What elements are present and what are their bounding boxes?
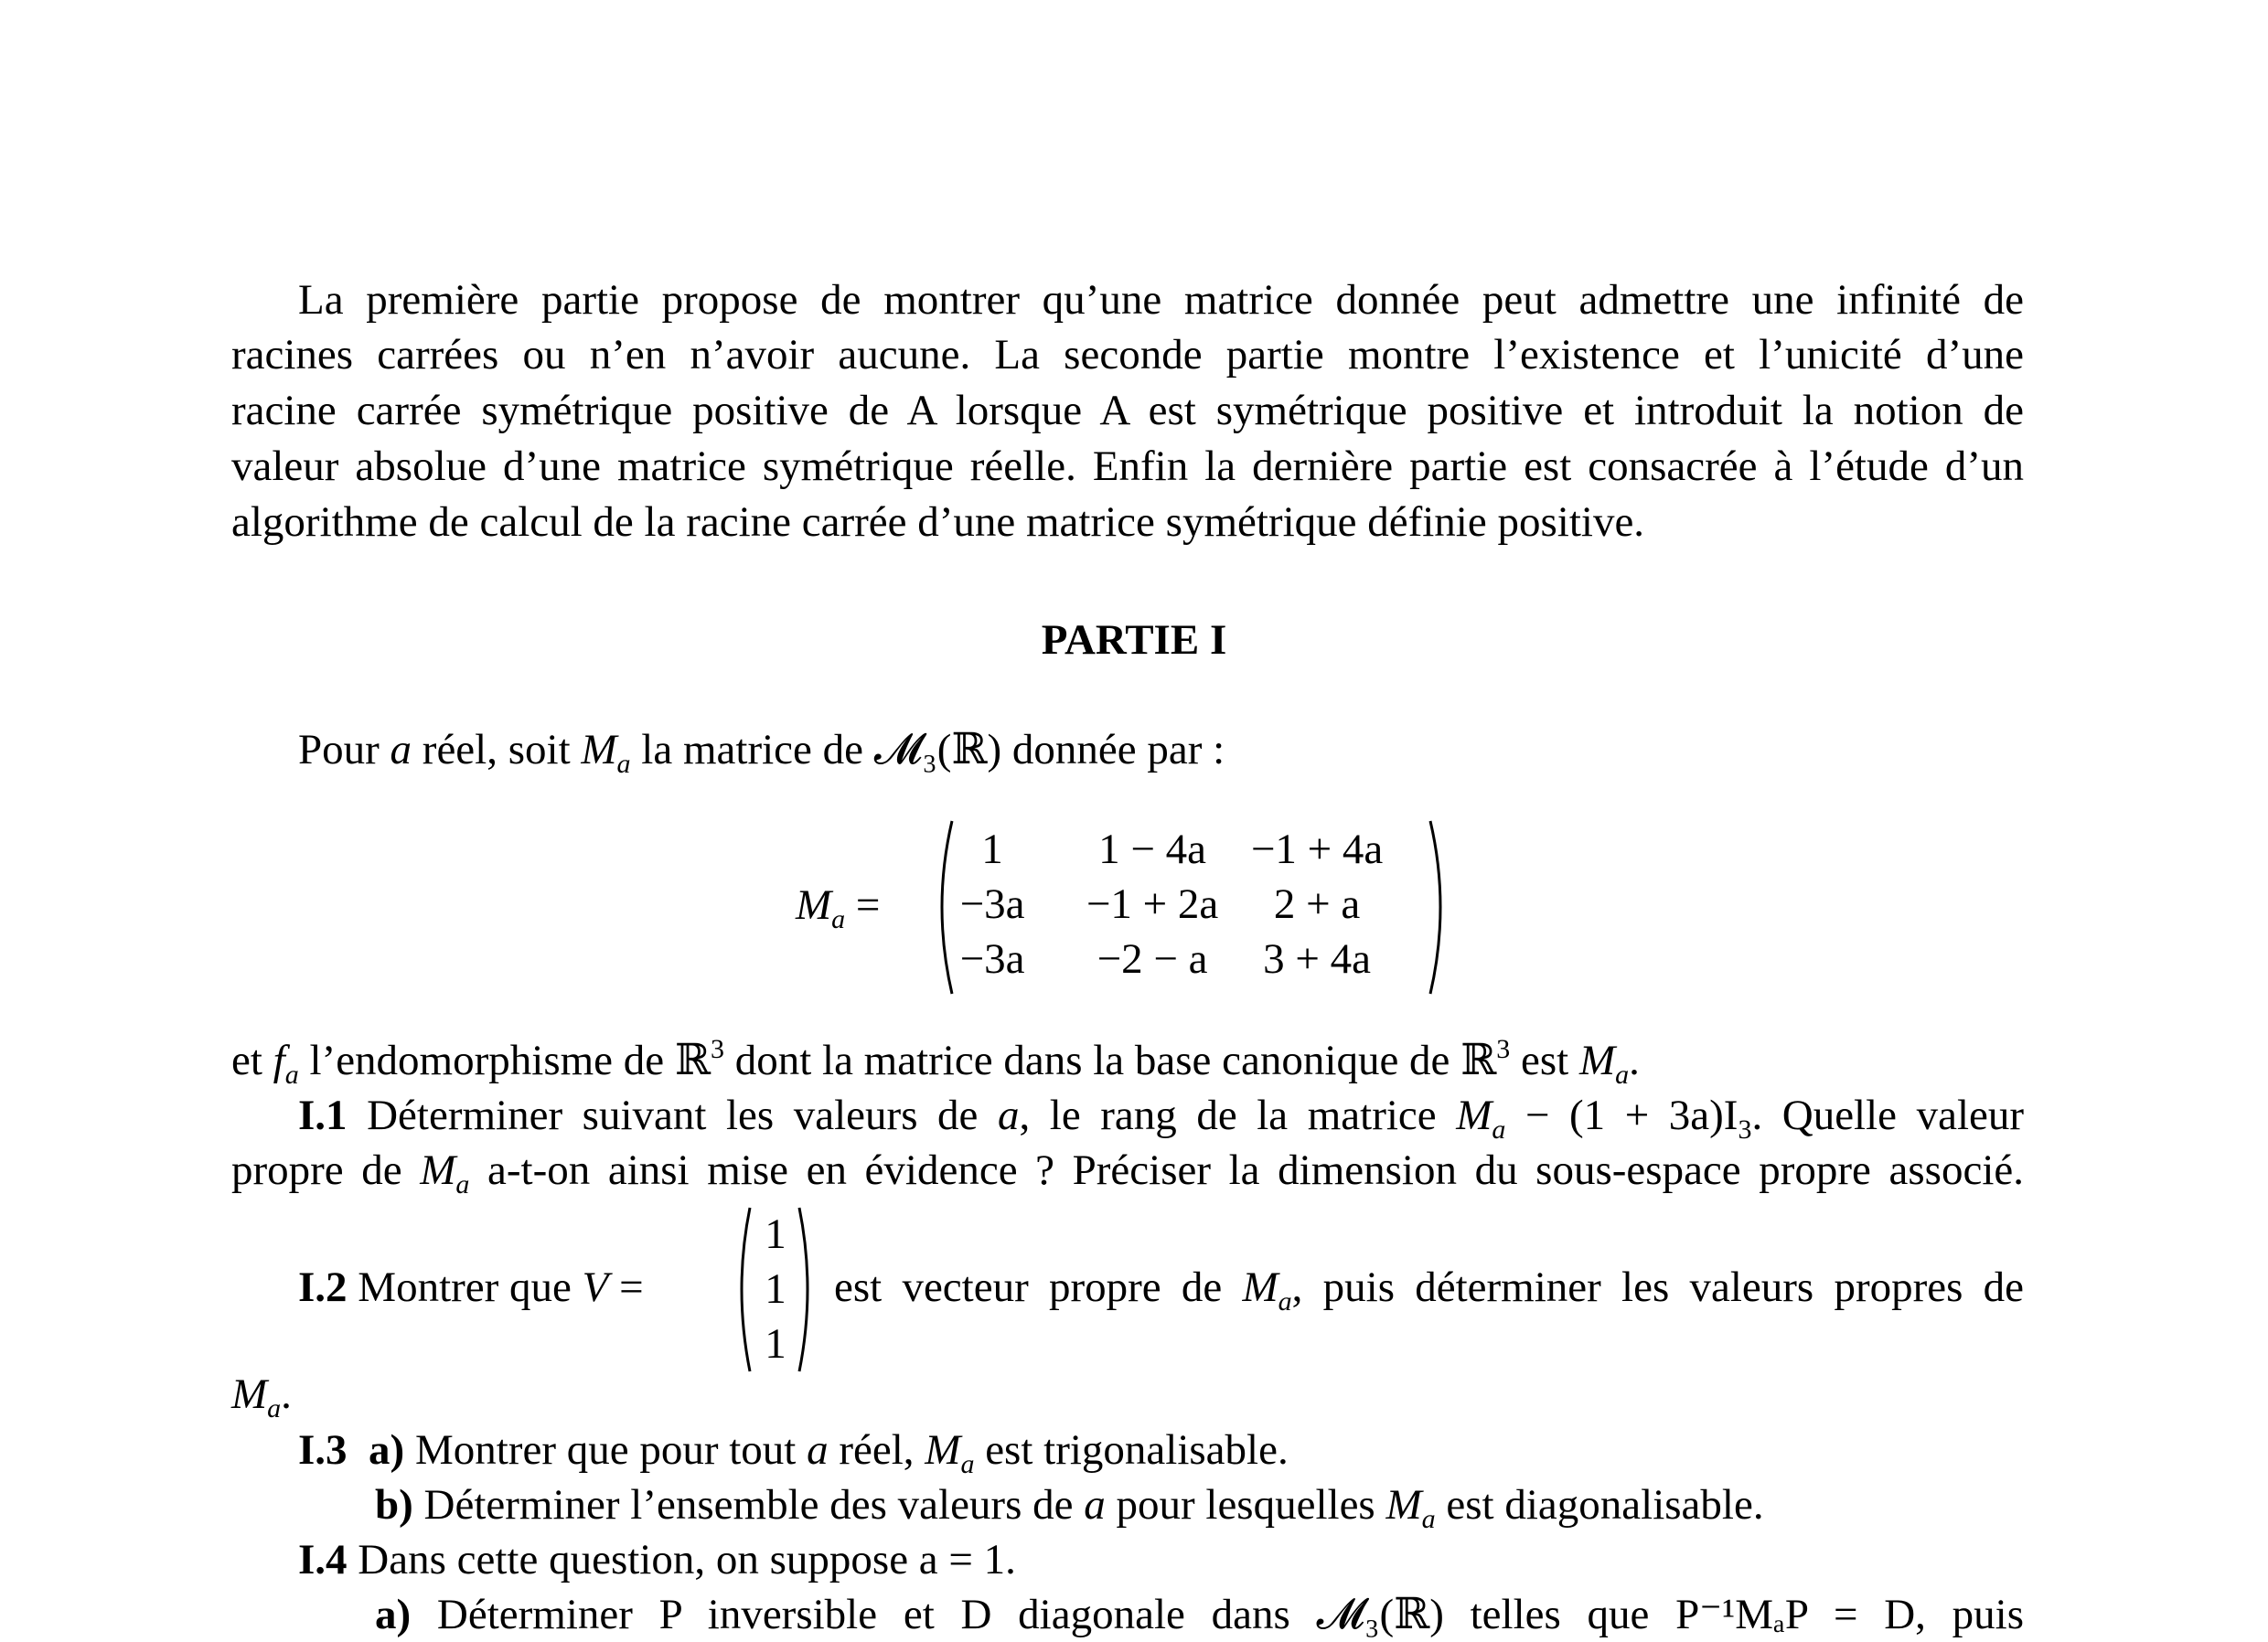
question-2-line-1: I.2 Montrer que V = — [298, 1263, 644, 1311]
matrix-cell-r1c2: 1 − 4a — [1098, 826, 1206, 873]
vector-right-paren — [796, 1205, 818, 1374]
matrix-cell-r2c3: 2 + a — [1273, 880, 1361, 928]
endomorphism-line: et $f_a$ l’endomorphisme de ℝ$^3$ dont la matrice dans la base canonique de ℝ$^3$ est $M_a$. — [231, 1034, 1640, 1090]
vector-cell-2: 1 — [765, 1265, 786, 1313]
matrix-cell-r3c2: −2 − a — [1097, 935, 1208, 983]
question-2-line-1b: est vecteur propre de $M_a$, puis déterminer les valeurs propres de — [834, 1263, 2025, 1317]
definition-line: Pour a réel, soit $M_a$ la matrice de 𝓜₃(ℝ) donnée par : — [298, 726, 1225, 779]
right-paren — [1427, 818, 1454, 997]
question-1-line-2: propre de $M_a$ a-t-on ainsi mise en évidence ? Préciser la dimension du sous-espace propre associé. — [231, 1146, 2025, 1200]
matrix-label: $M_a$ = — [796, 881, 881, 934]
matrix-cell-r3c1: −3a — [959, 935, 1025, 983]
intro-line-5: algorithme de calcul de la racine carrée d’une matrice symétrique définie positive. — [231, 498, 1645, 546]
question-3b: b) Déterminer l’ensemble des valeurs de a pour lesquelles $M_a$ est diagonalisable. — [375, 1481, 1764, 1534]
intro-line-2: racines carrées ou n’en n’avoir aucune. La seconde partie montre l’existence et l’unicité d’une — [231, 331, 2024, 379]
intro-line-1: La première partie propose de montrer qu’une matrice donnée peut admettre une infinité de — [298, 276, 2024, 324]
matrix-cell-r1c1: 1 — [981, 826, 1003, 873]
question-2-line-2: $M_a$. — [231, 1370, 292, 1423]
section-title: PARTIE I — [1041, 616, 1227, 664]
intro-line-4: valeur absolue d’une matrice symétrique réelle. Enfin la dernière partie est consacrée à l’étude d’un — [231, 442, 2024, 490]
vector-V — [732, 1205, 818, 1374]
vector-cell-3: 1 — [765, 1320, 786, 1368]
vector-cell-1: 1 — [765, 1210, 786, 1258]
matrix-cell-r2c2: −1 + 2a — [1086, 880, 1219, 928]
question-4a: a) Déterminer P inversible et D diagonale dans 𝓜₃(ℝ) telles que P⁻¹MₐP = D, puis — [375, 1591, 2024, 1638]
matrix-Ma — [796, 818, 1491, 1001]
matrix-cell-r3c3: 3 + 4a — [1263, 935, 1371, 983]
matrix-cell-r1c3: −1 + 4a — [1250, 826, 1384, 873]
question-4: I.4 Dans cette question, on suppose a = 1. — [298, 1536, 1016, 1583]
question-3a: I.3 a) Montrer que pour tout a réel, $M_a$ est trigonalisable. — [298, 1426, 1289, 1479]
intro-line-3: racine carrée symétrique positive de A lorsque A est symétrique positive et introduit la notion de — [231, 387, 2024, 434]
matrix-cell-r2c1: −3a — [959, 880, 1025, 928]
question-1-line-1: I.1 Déterminer suivant les valeurs de a, le rang de la matrice $M_a - (1 + 3a)I_3$. Quelle valeur — [298, 1092, 2025, 1145]
